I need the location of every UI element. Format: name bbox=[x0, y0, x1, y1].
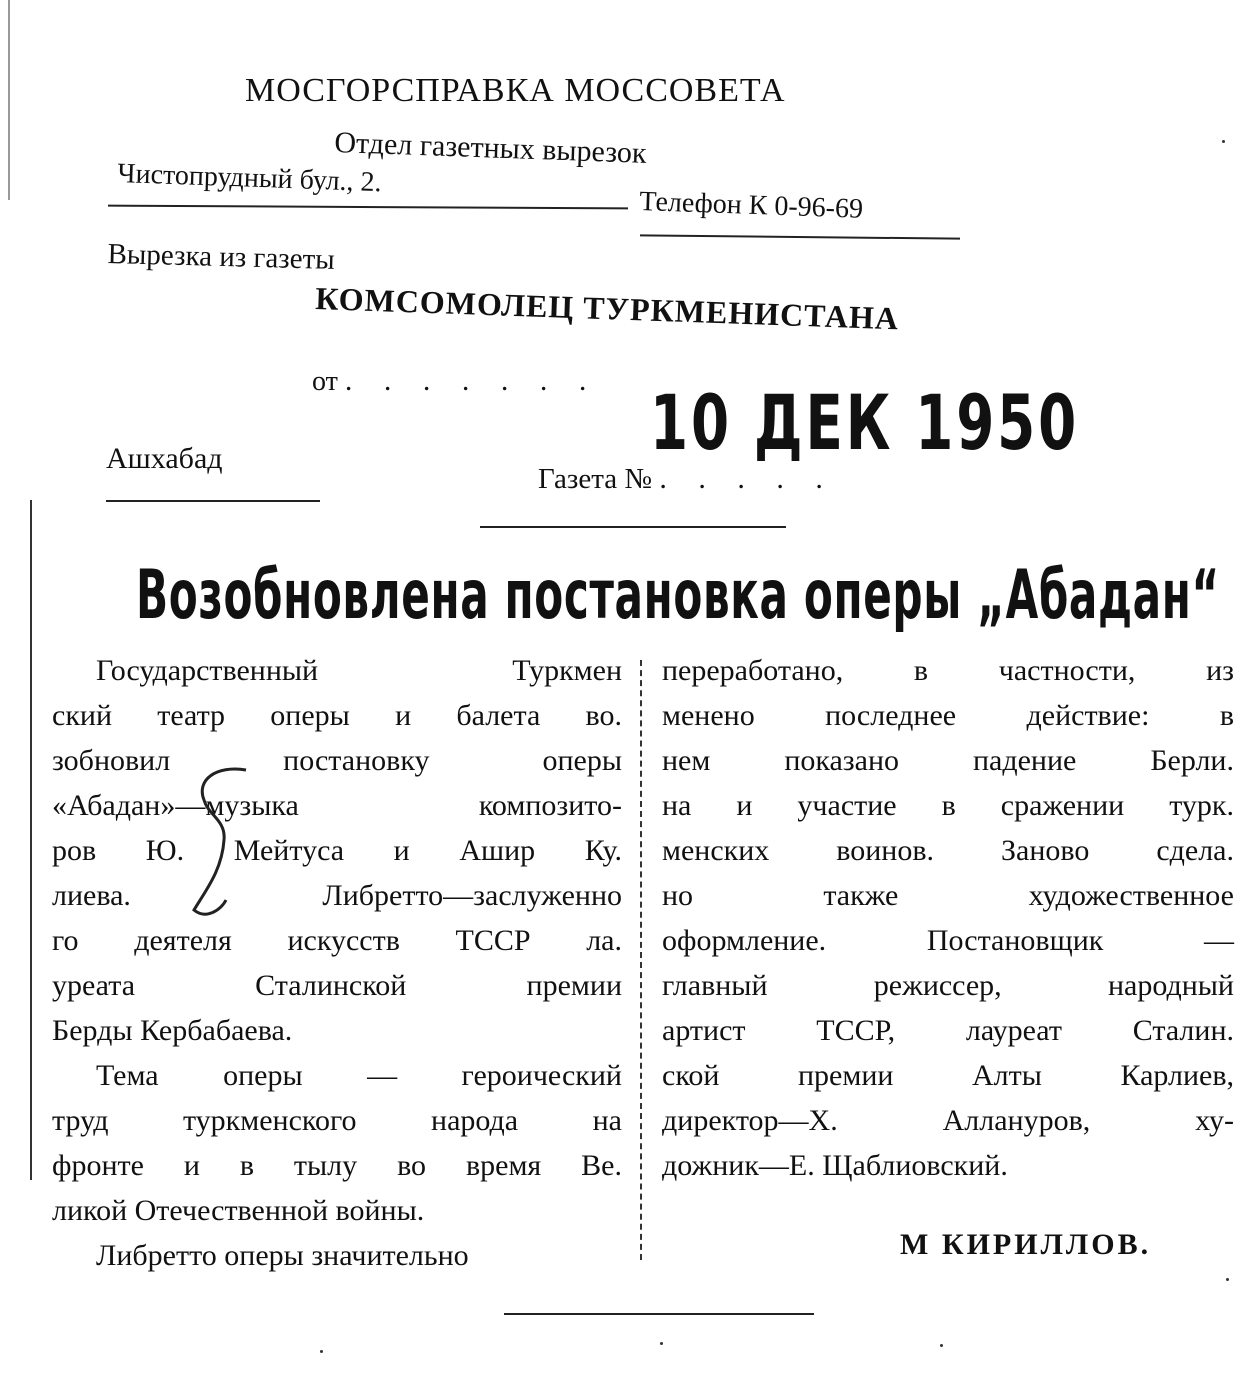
scan-speck bbox=[940, 1344, 943, 1347]
article-line: Берды Кербабаева. bbox=[52, 1014, 293, 1047]
column-divider bbox=[640, 660, 642, 1260]
date-stamp: 10 ДЕК 1950 bbox=[650, 378, 1080, 467]
department-name: Отдел газетных вырезок bbox=[333, 126, 648, 170]
article-line: менено последнее действие: в bbox=[662, 699, 1234, 732]
article-line: ров Ю. Мейтуса и Ашир Ку. bbox=[52, 834, 622, 867]
article-line: «Абадан»—музыка композито- bbox=[52, 789, 622, 822]
article-line: дожник—Е. Щаблиовский. bbox=[662, 1149, 1008, 1182]
article-right-column bbox=[662, 648, 1234, 1188]
article-line: лиева. Либретто—заслуженно bbox=[52, 879, 622, 912]
scan-edge-left-top bbox=[8, 0, 10, 200]
article-line: переработано, в частности, из bbox=[662, 654, 1234, 687]
organization-name: МОСГОРСПРАВКА МОССОВЕТА bbox=[245, 72, 786, 109]
article-line: артист ТССР, лауреат Сталин. bbox=[662, 1014, 1234, 1047]
article-line: го деятеля искусств ТССР ла. bbox=[52, 924, 622, 957]
article-line: оформление. Постановщик — bbox=[662, 924, 1234, 957]
article-line: ликой Отечественной войны. bbox=[52, 1194, 425, 1227]
article-line: директор—Х. Аллануров, ху- bbox=[662, 1104, 1234, 1137]
scan-speck bbox=[660, 1342, 663, 1345]
article-line: уреата Сталинской премии bbox=[52, 969, 622, 1002]
header-rule-left bbox=[108, 205, 628, 210]
scan-speck bbox=[1222, 140, 1225, 143]
scan-edge-left bbox=[30, 500, 32, 1180]
clipping-label: Вырезка из газеты bbox=[107, 238, 336, 276]
article-line: труд туркменского народа на bbox=[52, 1104, 622, 1137]
article-line: на и участие в сражении турк. bbox=[662, 789, 1234, 822]
newspaper-name: КОМСОМОЛЕЦ ТУРКМЕНИСТАНА bbox=[314, 280, 900, 337]
paper-number-dots: . . . . . bbox=[659, 462, 835, 495]
scan-speck bbox=[320, 1350, 323, 1353]
scan-speck bbox=[1226, 1278, 1229, 1281]
article-line: зобновил постановку оперы bbox=[52, 744, 622, 777]
article-author: М КИРИЛЛОВ. bbox=[900, 1228, 1152, 1261]
city: Ашхабад bbox=[106, 442, 223, 475]
article-left-column bbox=[52, 648, 622, 1278]
paper-number-text: Газета № bbox=[538, 463, 653, 495]
date-from-label bbox=[312, 364, 598, 398]
date-dots: . . . . . . . bbox=[344, 364, 599, 397]
address: Чистопрудный бул., 2. bbox=[116, 158, 383, 199]
bottom-rule bbox=[504, 1313, 814, 1315]
from-label-text: от bbox=[312, 366, 338, 397]
article-line: Тема оперы — героический bbox=[96, 1059, 622, 1092]
article-headline: Возобновлена постановка оперы „Абадан“ bbox=[136, 556, 1220, 635]
handwritten-mark bbox=[186, 760, 256, 930]
phone: Телефон К 0-96-69 bbox=[638, 186, 864, 225]
article-line: ской премии Алты Карлиев, bbox=[662, 1059, 1234, 1092]
article-line: ский театр оперы и балета во. bbox=[52, 699, 622, 732]
article-line: фронте и в тылу во время Ве. bbox=[52, 1149, 622, 1182]
article-line: нем показано падение Берли. bbox=[662, 744, 1234, 777]
article-line: Либретто оперы значительно bbox=[96, 1239, 469, 1272]
header-rule-right bbox=[640, 234, 960, 239]
article-line: но также художественное bbox=[662, 879, 1234, 912]
article-line: главный режиссер, народный bbox=[662, 969, 1234, 1002]
city-rule bbox=[106, 500, 320, 502]
paper-number-label bbox=[538, 462, 835, 496]
article-line: Государственный Туркмен bbox=[96, 654, 622, 687]
paper-number-rule bbox=[480, 526, 786, 528]
article-line: менских воинов. Заново сдела. bbox=[662, 834, 1234, 867]
